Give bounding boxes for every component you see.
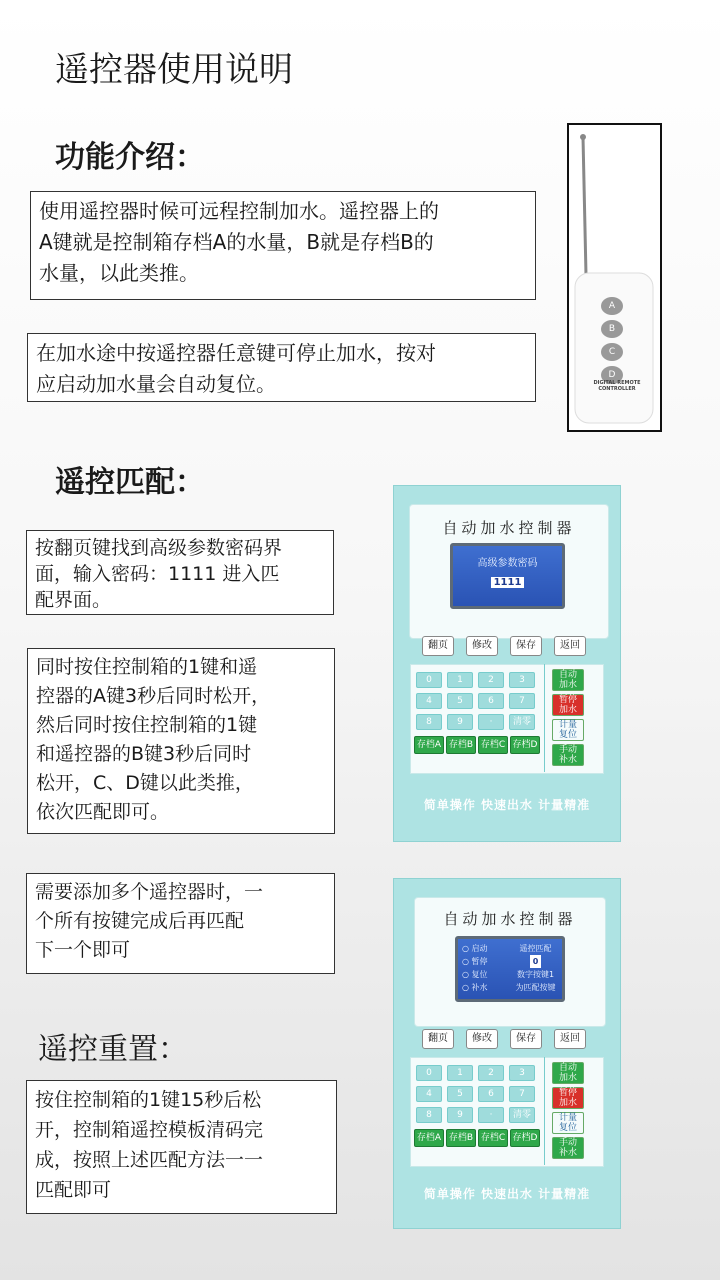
panel-2-store-key-1[interactable]: 存档B (446, 1129, 476, 1147)
panel-2-num-key-11[interactable]: 清零 (509, 1107, 535, 1123)
panel-2-btn-0[interactable]: 翻页 (422, 1029, 454, 1049)
panel-2-side-key-3-line-0: 手动 (558, 1138, 577, 1148)
lcd-2-left-item-0: ○ 启动 (462, 944, 488, 953)
intro-heading: 功能介绍： (55, 140, 205, 175)
panel-1-side-key-2-line-1: 复位 (558, 730, 577, 740)
panel-1-num-key-5[interactable]: 5 (447, 693, 473, 709)
panel-1-slogan: 简单操作 快速出水 计量精准 (423, 798, 591, 812)
panel-1-side-key-1-line-1: 加水 (558, 705, 577, 715)
panel-1-num-key-9[interactable]: 9 (447, 714, 473, 730)
panel-2-num-key-0[interactable]: 0 (416, 1065, 442, 1081)
panel-1-side-key-1-line-0: 暂停 (558, 695, 577, 705)
lcd-2-left-item-1: ○ 暂停 (462, 957, 488, 966)
panel-2-side-key-1-line-0: 暂停 (558, 1088, 577, 1098)
reset-text-box: 按住控制箱的1键15秒后松 开，控制箱遥控模板清码完 成，按照上述匹配方法一一 匹配即可 (26, 1080, 337, 1214)
panel-2-divider (544, 1057, 545, 1165)
panel-2-btn-2[interactable]: 保存 (510, 1029, 542, 1049)
panel-2-store-key-0[interactable]: 存档A (414, 1129, 444, 1147)
panel-1-btn-0[interactable]: 翻页 (422, 636, 454, 656)
panel-2-num-key-2[interactable]: 2 (478, 1065, 504, 1081)
remote-button-c[interactable]: C (601, 343, 623, 361)
panel-2-side-key-0[interactable] (552, 1062, 584, 1084)
panel-2-side-key-0-line-0: 自动 (558, 1063, 577, 1073)
lcd-2-right-text-2: 数字按键1 (516, 970, 555, 979)
panel-2-num-key-10[interactable]: · (478, 1107, 504, 1123)
panel-1-side-key-1[interactable] (552, 694, 584, 716)
panel-1-num-key-7[interactable]: 7 (509, 693, 535, 709)
lcd-2-right-text-0: 遥控匹配 (519, 944, 552, 953)
pair-text-box-2: 同时按住控制箱的1键和遥 控器的A键3秒后同时松开， 然后同时按住控制箱的1键 和遥控器的B键3秒后同时 松开，C、D键以此类推， 依次匹配即可。 (27, 648, 335, 834)
page-title: 遥控器使用说明 (55, 50, 293, 90)
panel-1-num-key-4[interactable]: 4 (416, 693, 442, 709)
intro-text-box-1: 使用遥控器时候可远程控制加水。遥控器上的 A键就是控制箱存档A的水量，B就是存档B的 水量，以此类推。 (30, 191, 536, 300)
panel-2-num-key-1[interactable]: 1 (447, 1065, 473, 1081)
panel-2-store-key-2[interactable]: 存档C (478, 1129, 508, 1147)
panel-1-btn-1[interactable]: 修改 (466, 636, 498, 656)
panel-1-title: 自动加水控制器 (442, 519, 576, 537)
panel-2-side-key-2[interactable] (552, 1112, 584, 1134)
panel-1-control-area (394, 486, 621, 786)
panel-2-btn-1[interactable]: 修改 (466, 1029, 498, 1049)
panel-2-side-key-0-line-1: 加水 (558, 1073, 577, 1083)
panel-2-store-key-3[interactable]: 存档D (510, 1129, 540, 1147)
panel-1-store-key-0[interactable]: 存档A (414, 736, 444, 754)
lcd-1-line2: 1111 (491, 577, 525, 588)
panel-1-side-key-3[interactable] (552, 744, 584, 766)
panel-1-divider (544, 664, 545, 772)
panel-2-slogan: 简单操作 快速出水 计量精准 (423, 1187, 591, 1201)
panel-2-side-key-2-line-0: 计量 (558, 1113, 577, 1123)
remote-label: DIGITAL REMOTE CONTROLLER (593, 380, 641, 392)
panel-2-num-key-7[interactable]: 7 (509, 1086, 535, 1102)
panel-1-side-key-0-line-0: 自动 (558, 670, 577, 680)
panel-2-btn-3[interactable]: 返回 (554, 1029, 586, 1049)
panel-1-num-key-0[interactable]: 0 (416, 672, 442, 688)
panel-1-num-key-1[interactable]: 1 (447, 672, 473, 688)
panel-1-btn-3[interactable]: 返回 (554, 636, 586, 656)
panel-2-side-key-1[interactable] (552, 1087, 584, 1109)
lcd-1-line1: 高级参数密码 (477, 558, 538, 569)
panel-2-side-key-2-line-1: 复位 (558, 1123, 577, 1133)
remote-button-d[interactable]: D (601, 366, 623, 384)
panel-2-side-key-3[interactable] (552, 1137, 584, 1159)
panel-2-num-key-4[interactable]: 4 (416, 1086, 442, 1102)
lcd-2-right-text-3: 为匹配按键 (515, 983, 556, 992)
panel-1-num-key-8[interactable]: 8 (416, 714, 442, 730)
panel-2-num-key-5[interactable]: 5 (447, 1086, 473, 1102)
intro-text-box-2: 在加水途中按遥控器任意键可停止加水，按对 应启动加水量会自动复位。 (27, 333, 536, 402)
remote-control-image (567, 123, 662, 432)
panel-2-title: 自动加水控制器 (443, 910, 577, 928)
panel-1-side-key-3-line-0: 手动 (558, 745, 577, 755)
pair-text-box-3: 需要添加多个遥控器时，一 个所有按键完成后再匹配 下一个即可 (26, 873, 335, 974)
panel-2-side-key-1-line-1: 加水 (558, 1098, 577, 1108)
panel-1-side-key-3-line-1: 补水 (558, 755, 577, 765)
panel-1-btn-2[interactable]: 保存 (510, 636, 542, 656)
panel-2-num-key-9[interactable]: 9 (447, 1107, 473, 1123)
lcd-2-right-text-1: 0 (530, 955, 542, 968)
panel-1-num-key-10[interactable]: · (478, 714, 504, 730)
panel-2-control-area (394, 879, 621, 1179)
panel-2-num-key-3[interactable]: 3 (509, 1065, 535, 1081)
panel-1-store-key-3[interactable]: 存档D (510, 736, 540, 754)
panel-1-side-key-0-line-1: 加水 (558, 680, 577, 690)
controller-panel-2 (393, 878, 621, 1229)
panel-1-store-key-1[interactable]: 存档B (446, 736, 476, 754)
panel-1-side-key-0[interactable] (552, 669, 584, 691)
panel-1-side-key-2[interactable] (552, 719, 584, 741)
panel-1-store-key-2[interactable]: 存档C (478, 736, 508, 754)
panel-2-num-key-6[interactable]: 6 (478, 1086, 504, 1102)
panel-1-num-key-11[interactable]: 清零 (509, 714, 535, 730)
remote-button-a[interactable]: A (601, 297, 623, 315)
panel-1-side-key-2-line-0: 计量 (558, 720, 577, 730)
pair-text-box-1: 按翻页键找到高级参数密码界 面，输入密码：1111 进入匹 配界面。 (26, 530, 334, 615)
lcd-2-left-item-3: ○ 补水 (462, 983, 488, 992)
panel-1-num-key-3[interactable]: 3 (509, 672, 535, 688)
panel-1-num-key-6[interactable]: 6 (478, 693, 504, 709)
panel-1-num-key-2[interactable]: 2 (478, 672, 504, 688)
controller-panel-1 (393, 485, 621, 842)
remote-button-b[interactable]: B (601, 320, 623, 338)
panel-2-side-key-3-line-1: 补水 (558, 1148, 577, 1158)
panel-2-num-key-8[interactable]: 8 (416, 1107, 442, 1123)
reset-heading: 遥控重置： (38, 1032, 188, 1067)
pair-heading: 遥控匹配： (55, 465, 205, 500)
lcd-2-left-item-2: ○ 复位 (462, 970, 488, 979)
